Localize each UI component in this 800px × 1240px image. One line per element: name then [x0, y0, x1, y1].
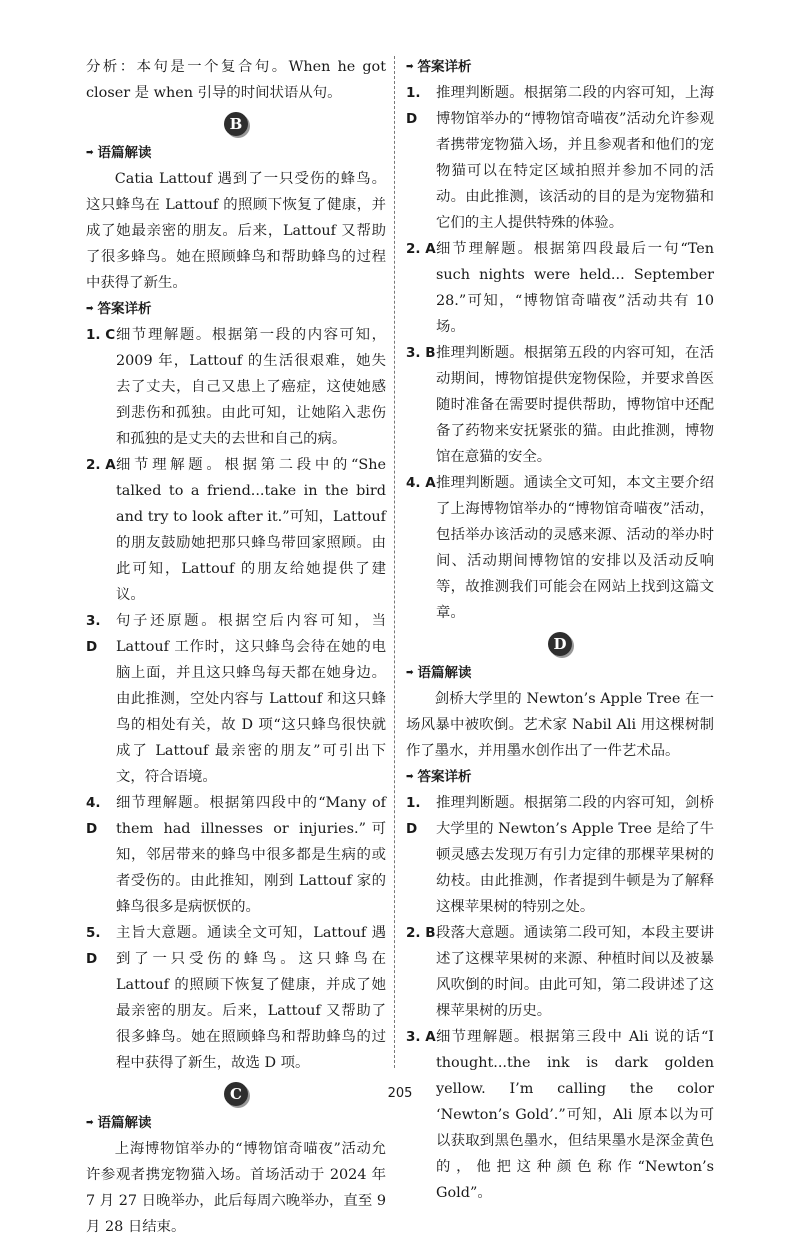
arrow-icon: ➡	[86, 148, 94, 158]
answer-item: 5. D 主旨大意题。通读全文可知，Lattouf 遇到了一只受伤的蜂鸟。这只蜂鸟在 Lattouf 的照顾下恢复了健康，并成了她最亲密的朋友。后来，Lattouf 又帮助了很多蜂鸟。她在照顾蜂鸟和帮助蜂鸟的过程中获得了新生，故选 D 项。	[86, 925, 386, 1071]
intro-analysis: 分析：本句是一个复合句。When he got closer 是 when 引导的时间状语从句。	[86, 59, 386, 101]
section-badge-d: D	[548, 632, 572, 656]
answer-item: 4. D 细节理解题。根据第四段中的“Many of them had illnesses or injuries.”可知，邻居带来的蜂鸟中很多都是生病的或者受伤的。由此推知，刚到 Lattouf 家的蜂鸟很多是病恹恹的。	[86, 795, 386, 915]
column-divider	[394, 56, 395, 1068]
arrow-icon: ➡	[406, 668, 414, 678]
section-badge-c: C	[224, 1082, 248, 1106]
reading-header-b: ➡ 语篇解读	[86, 140, 386, 166]
answer-item: 3. D 句子还原题。根据空后内容可知，当 Lattouf 工作时，这只蜂鸟会待在她的电脑上面，并且这只蜂鸟每天都在她身边。由此推测，空处内容与 Lattouf 和这只蜂鸟的相处有关，故 D 项“这只蜂鸟很快就成了 Lattouf 最亲密的朋友”可引出下文，符合语境。	[86, 613, 386, 785]
reading-header-c: ➡ 语篇解读	[86, 1110, 386, 1136]
section-badge-b: B	[224, 112, 248, 136]
answer-header-b: ➡ 答案详析	[86, 296, 386, 322]
answer-header-c: ➡ 答案详析	[406, 54, 714, 80]
answer-item: 1. D 推理判断题。根据第二段的内容可知，上海博物馆举办的“博物馆奇喵夜”活动允许参观者携带宠物猫入场，并且参观者和他们的宠物猫可以在特定区域拍照并参加不同的活动。由此推测，该活动的目的是为宠物猫和它们的主人提供特殊的体验。	[406, 85, 714, 231]
arrow-icon: ➡	[406, 772, 414, 782]
left-column	[86, 54, 386, 1240]
reading-text-c: 上海博物馆举办的“博物馆奇喵夜”活动允许参观者携宠物猫入场。首场活动于 2024 年 7 月 27 日晚举办，此后每周六晚举办，直至 9 月 28 日结束。	[86, 1141, 386, 1235]
answer-item: 1. C 细节理解题。根据第一段的内容可知，2009 年，Lattouf 的生活很艰难，她失去了丈夫，自己又患上了癌症，这使她感到悲伤和孤独。由此可知，让她陷入悲伤和孤独的是丈夫的去世和自己的病。	[86, 327, 386, 447]
answer-item: 3. B 推理判断题。根据第五段的内容可知，在活动期间，博物馆提供宠物保险，并要求兽医随时准备在需要时提供帮助，博物馆中还配备了药物来安抚紧张的猫。由此推测，博物馆在意猫的安全。	[406, 345, 714, 465]
reading-text-d: 剑桥大学里的 Newton’s Apple Tree 在一场风暴中被吹倒。艺术家 Nabil Ali 用这棵树制作了墨水，并用墨水创作出了一件艺术品。	[406, 691, 714, 759]
answer-item: 1. D 推理判断题。根据第二段的内容可知，剑桥大学里的 Newton’s Apple Tree 是给了牛顿灵感去发现万有引力定律的那棵苹果树的幼枝。由此推测，作者提到牛顿是为了解释这棵苹果树的特别之处。	[406, 795, 714, 915]
answer-item: 2. B 段落大意题。通读第二段可知，本段主要讲述了这棵苹果树的来源、种植时间以及被暴风吹倒的时间。由此可知，第二段讲述了这棵苹果树的历史。	[406, 925, 714, 1019]
answer-header-d: ➡ 答案详析	[406, 764, 714, 790]
arrow-icon: ➡	[86, 1118, 94, 1128]
arrow-icon: ➡	[406, 62, 414, 72]
right-column	[406, 54, 714, 1206]
section-b-marker	[86, 112, 386, 136]
section-d-marker	[406, 632, 714, 656]
answer-item: 3. A 细节理解题。根据第三段中 Ali 说的话“I thought...the ink is dark golden yellow. I’m calling the color ‘Newton’s Gold’.”可知，Ali 原本以为可以获取到黑色墨水，但结果墨水是深金黄色的，他把这种颜色称作“Newton’s Gold”。	[406, 1029, 714, 1201]
reading-text-b: Catia Lattouf 遇到了一只受伤的蜂鸟。这只蜂鸟在 Lattouf 的照顾下恢复了健康，并成了她最亲密的朋友。后来，Lattouf 又帮助了很多蜂鸟。她在照顾蜂鸟和帮助蜂鸟的过程中获得了新生。	[86, 171, 386, 291]
answer-item: 4. A 推理判断题。通读全文可知，本文主要介绍了上海博物馆举办的“博物馆奇喵夜”活动，包括举办该活动的灵感来源、活动的举办时间、活动期间博物馆的安排以及活动反响等，故推测我们可能会在网站上找到这篇文章。	[406, 475, 714, 621]
reading-header-d: ➡ 语篇解读	[406, 660, 714, 686]
page-number: 205	[387, 1086, 413, 1101]
arrow-icon: ➡	[86, 304, 94, 314]
answer-item: 2. A 细节理解题。根据第二段中的“She talked to a friend...take in the bird and try to look after it.”可知，Lattouf 的朋友鼓励她把那只蜂鸟带回家照顾。由此可知，Lattouf 的朋友给她提供了建议。	[86, 457, 386, 603]
answer-item: 2. A 细节理解题。根据第四段最后一句“Ten such nights were held... September 28.”可知，“博物馆奇喵夜”活动共有 10 场。	[406, 241, 714, 335]
